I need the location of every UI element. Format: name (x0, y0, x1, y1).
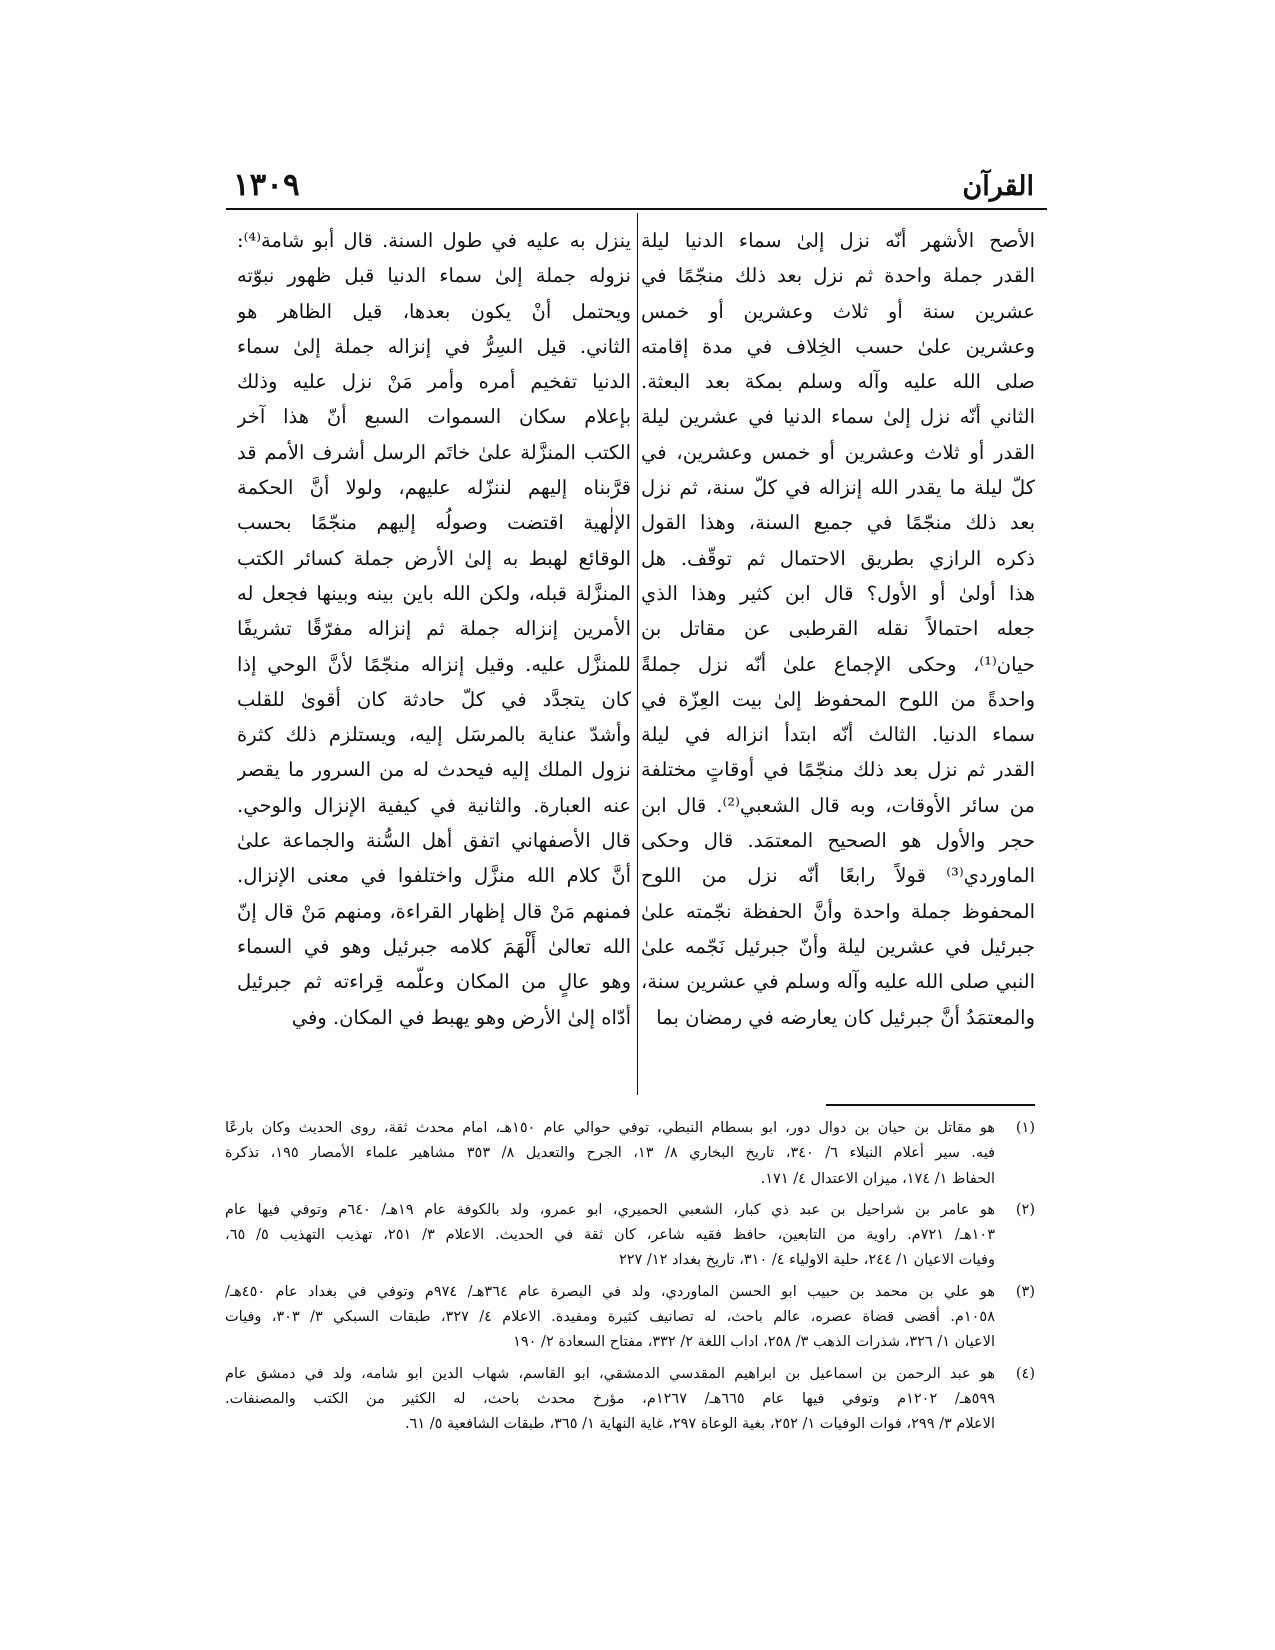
footnote-line: الحفاظ ١/ ١٧٤، ميزان الاعتدال ٤/ ١٧١. (760, 1170, 995, 1187)
right-column-line: القدر جملة واحدة ثم نزل بعد ذلك منجّمًا في (641, 264, 1035, 288)
right-column-line: من سائر الأوقات، وبه قال الشعبي⁽²⁾. قال ابن (641, 793, 1035, 817)
left-column-line: الإلٰهية اقتضت وصولُه إليهم منجّمًا بحسب (237, 511, 631, 535)
left-column-line: عنه العبارة. والثانية في كيفية الإنزال والوحي. (237, 793, 631, 817)
left-column-line: الدنيا تفخيم أمره وأمر مَنْ نزل عليه وذلك (237, 370, 631, 394)
right-column-line: حجر والأول هو الصحيح المعتمَد. قال وحكى (641, 829, 1035, 853)
right-column-line: والمعتمَدُ أنَّ جبرئيل كان يعارضه في رمضان بما (656, 1005, 1035, 1029)
footnote-line: الاعلام ٣/ ٢٩٩، فوات الوفيات ١/ ٢٥٢، بغية الوعاة ٢٩٧، غاية النهاية ١/ ٣٦٥، طبقات الشافعية ٥/ ٦١. (404, 1416, 995, 1433)
footnote-line: هو عبد الرحمن بن اسماعيل بن ابراهيم المقدسي الدمشقي، ابو القاسم، شهاب الدين ابو شامه، ولد في دمشق عام (225, 1365, 995, 1382)
right-column-line: سماء الدنيا. الثالث أنّه ابتدأ انزاله في ليلة (641, 723, 1035, 747)
right-column-line: عشرين سنة أو ثلاث وعشرين أو خمس (641, 299, 1035, 323)
left-column-line: الأمرين إنزاله جملة ثم إنزاله مفرّقًا تشريفًا (237, 617, 631, 641)
footnote-line: ١٠٣هـ/ ٧٢١م. راوية من التابعين، حافظ فقيه شاعر، كان ثقة في الحديث. الاعلام ٣/ ٢٥١، تهذيب التهذيب ٥/ ٦٥، (225, 1227, 995, 1244)
right-column-line: كلّ ليلة ما يقدر الله إنزاله في كلّ سنة، ثم نزل (641, 476, 1035, 500)
left-column-line: للمنزَّل عليه. وقيل إنزاله منجّمًا لأنَّ الوحي إذا (237, 652, 631, 676)
footnote-line: وفيات الاعيان ١/ ٢٤٤، حلية الاولياء ٤/ ٣١٠، تاريخ بغداد ١٢/ ٢٢٧ (618, 1252, 995, 1269)
left-column-line: أدّاه إلىٰ الأرض وهو يهبط في المكان. وفي (291, 1005, 631, 1029)
left-column (237, 223, 631, 1085)
right-column-line: النبي صلى الله عليه وآله وسلم في عشرين سنة، (641, 970, 1035, 994)
right-column-line: واحدةً من اللوح المحفوظ إلىٰ بيت العِزّة في (641, 687, 1035, 711)
footnote-line: هو علي بن محمد بن حبيب ابو الحسن الماوردي، ولد في البصرة عام ٣٦٤هـ/ ٩٧٤م وتوفي في بغداد عام ٤٥٠هـ/ (225, 1283, 995, 1300)
left-column-line: المنزَّلة قبله، ولكن الله باين بينه وبينها فجعل له (237, 581, 631, 605)
footnote (225, 1116, 1035, 1192)
left-column-line: الوقائع لهبط به إلىٰ الأرض جملة كسائر الكتب (237, 546, 631, 570)
page-number: ١٣٠٩ (233, 167, 300, 203)
right-column-line: جبرئيل في عشرين ليلة وأنّ جبرئيل نَجّمه علىٰ (641, 934, 1035, 958)
right-column-line: بعد ذلك منجّمًا في جميع السنة، وهذا القول (641, 511, 1035, 535)
footnote (225, 1280, 1035, 1356)
right-column (641, 223, 1035, 1085)
right-column-line: ذكره الرازي بطريق الاحتمال ثم توقّف. هل (641, 546, 1035, 570)
left-column-line: ينزل به عليه في طول السنة. قال أبو شامة⁽⁴⁾: (237, 229, 631, 252)
footnote-line: فيه. سير أعلام النبلاء ٦/ ٣٤٠، تاريخ البخاري ٨/ ١٣، الجرح والتعديل ٨/ ٣٥٣ مشاهير علماء الأمصار ١٩٥، تذكرة (225, 1145, 995, 1162)
running-title: القرآن (962, 171, 1034, 202)
footnote-rule (826, 1104, 1035, 1106)
footnote-number: (٢) (1015, 1201, 1035, 1218)
left-column-line: الله تعالىٰ أَلْهَمَ كلامه جبرئيل وهو في السماء (237, 934, 631, 958)
footnote (225, 1198, 1035, 1274)
footnote-number: (٤) (1015, 1365, 1035, 1382)
right-column-line: القدر أو ثلاث وعشرين أو خمس وعشرين، في (641, 440, 1035, 464)
left-column-line: بإعلام سكان السموات السبع أنّ هذا آخر (237, 405, 631, 429)
footnote-line: هو مقاتل بن حيان بن دوال دور، ابو بسطام النبطي، توفي حوالي عام ١٥٠هـ، امام محدث ثقة، روى الحديث وكان بارعًا (225, 1120, 995, 1136)
left-column-line: كان يتجدَّد في كلّ حادثة كان أقوىٰ للقلب (237, 687, 631, 711)
left-column-line: قرَّبناه إليهم لننزّله عليهم، ولولا أنَّ الحكمة (237, 476, 631, 500)
left-column-line: نزوله جملة إلىٰ سماء الدنيا قبل ظهور نبوّته (237, 264, 631, 288)
left-column-line: وهو عالٍ من المكان وعلّمه قِراءته ثم جبرئيل (237, 970, 631, 994)
right-column-line: الماوردي⁽³⁾ قولاً رابعًا أنّه نزل من اللوح (641, 864, 1035, 888)
left-column-line: وأشدّ عناية بالمرسَل إليه، ويستلزم ذلك كثرة (237, 723, 631, 747)
right-column-line: وعشرين علىٰ حسب الخِلاف في مدة إقامته (641, 334, 1035, 358)
left-column-line: ويحتمل أنْ يكون بعدها، قيل الظاهر هو (237, 299, 631, 323)
footnote-line: ٥٩٩هـ/ ١٢٠٢م وتوفي فيها عام ٦٦٥هـ/ ١٢٦٧م، مؤرخ محدث باحث، له الكثير من الكتب والمصنفات. (225, 1390, 995, 1407)
right-column-line: المحفوظ جملة واحدة وأنَّ الحفظة نجّمته علىٰ (641, 899, 1035, 923)
footnote-line: هو عامر بن شراحيل بن عبد ذي كبار، الشعبي الحميري، ابو عمرو، ولد بالكوفة عام ١٩هـ/ ٦٤٠م وتوفي فيها عام (225, 1201, 995, 1218)
column-divider (637, 213, 638, 1095)
right-column-line: صلى الله عليه وآله وسلم بمكة بعد البعثة. (641, 370, 1035, 394)
footnote-line: ١٠٥٨م. أقضى قضاة عصره، عالم باحث، له تصانيف كثيرة ومفيدة. الاعلام ٤/ ٣٢٧، طبقات السبكي ٣/ ٣٠٣، وفيات (225, 1309, 995, 1326)
footnotes (225, 1116, 1035, 1444)
left-column-line: قال الأصفهاني اتفق أهل السُّنة والجماعة علىٰ (237, 829, 631, 853)
right-column-line: القدر ثم نزل بعد ذلك منجّمًا في أوقاتٍ مختلفة (641, 758, 1035, 782)
footnote-number: (١) (1015, 1120, 1035, 1136)
left-column-line: الكتب المنزَّلة علىٰ خاتَم الرسل أشرف الأمم قد (237, 440, 631, 464)
right-column-line: حيان⁽¹⁾، وحكى الإجماع علىٰ أنّه نزل جملةً (641, 652, 1035, 676)
left-column-line: فمنهم مَنْ قال إظهار القراءة، ومنهم مَنْ قال إنّ (237, 899, 631, 923)
footnote-number: (٣) (1015, 1283, 1035, 1300)
header-rule (226, 208, 1047, 210)
left-column-line: نزول الملك إليه فيحدث له من السرور ما يقصر (237, 758, 631, 782)
right-column-line: الأصح الأشهر أنّه نزل إلىٰ سماء الدنيا ليلة (641, 229, 1035, 252)
footnote (225, 1362, 1035, 1438)
footnote-line: الاعيان ١/ ٣٢٦، شذرات الذهب ٣/ ٢٥٨، اداب اللغة ٢/ ٣٣٢، مفتاح السعادة ٢/ ١٩٠ (513, 1334, 995, 1351)
right-column-line: الثاني أنّه نزل إلىٰ سماء الدنيا في عشرين ليلة (641, 405, 1035, 429)
left-column-line: أنَّ كلام الله منزَّل واختلفوا في معنى الإنزال. (237, 864, 631, 888)
left-column-line: الثاني. قيل السِرُّ في إنزاله جملة إلىٰ سماء (237, 334, 631, 358)
right-column-line: هذا أولىٰ أو الأول؟ قال ابن كثير وهذا الذي (641, 581, 1035, 605)
right-column-line: جعله احتمالاً نقله القرطبى عن مقاتل بن (641, 617, 1035, 641)
